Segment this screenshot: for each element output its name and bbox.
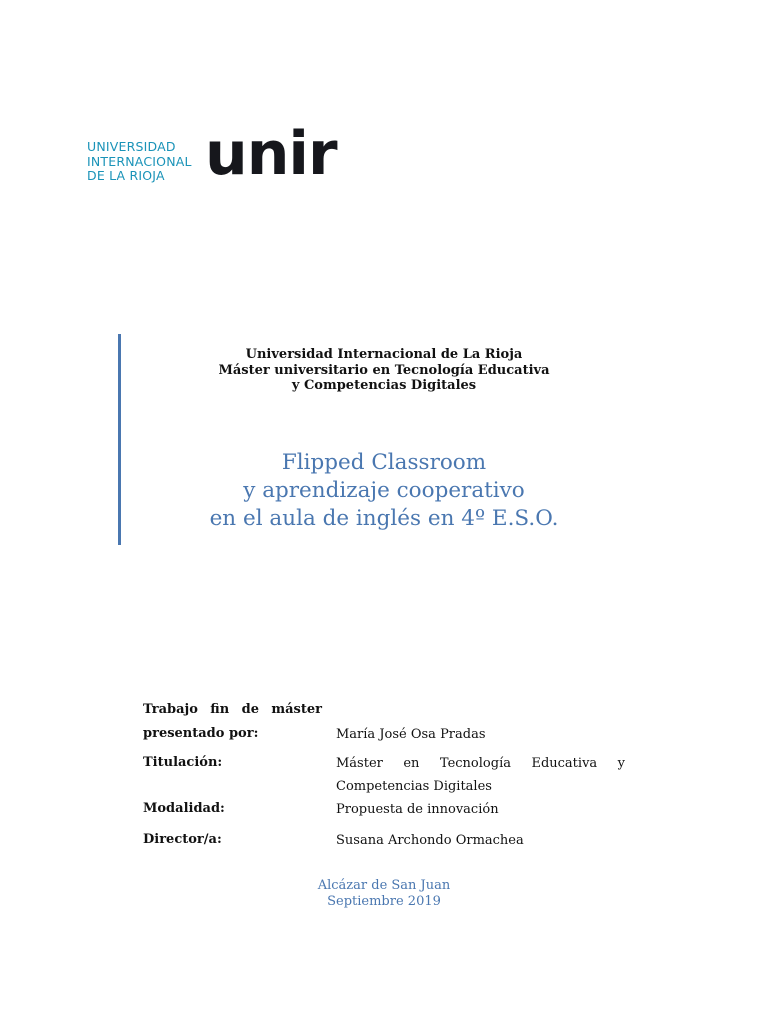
unir-logo bbox=[87, 119, 367, 192]
document-title bbox=[0, 449, 768, 533]
footer-date: Septiembre 2019 bbox=[327, 894, 441, 909]
place-and-date bbox=[0, 878, 768, 910]
university-line-2: Máster universitario en Tecnología Educativa bbox=[218, 362, 550, 378]
logo-university-name bbox=[87, 140, 192, 184]
logo-line-3: DE LA RIOJA bbox=[87, 168, 165, 183]
titulacion-label: Titulación: bbox=[143, 755, 223, 770]
work-label-line-1: Trabajo fin de máster bbox=[143, 702, 322, 717]
logo-line-2: INTERNACIONAL bbox=[87, 153, 192, 169]
director-label: Director/a: bbox=[143, 832, 222, 847]
work-label-line-2: presentado por: bbox=[143, 726, 259, 741]
modalidad-label: Modalidad: bbox=[143, 801, 225, 816]
titulacion-value-line-1: Máster en Tecnología Educativa y bbox=[336, 756, 625, 771]
title-line-2: y aprendizaje cooperativo bbox=[243, 478, 525, 503]
university-line-3: y Competencias Digitales bbox=[291, 378, 477, 393]
logo-wordmark: unir bbox=[205, 119, 337, 189]
university-heading bbox=[0, 347, 768, 394]
title-line-1: Flipped Classroom bbox=[281, 450, 487, 475]
modalidad-value: Propuesta de innovación bbox=[336, 802, 499, 817]
footer-place: Alcázar de San Juan bbox=[317, 878, 451, 893]
logo-line-1: UNIVERSIDAD bbox=[87, 139, 176, 154]
titulacion-value-line-2: Competencias Digitales bbox=[336, 779, 492, 794]
title-line-3: en el aula de inglés en 4º E.S.O. bbox=[209, 506, 559, 531]
author-value: María José Osa Pradas bbox=[336, 727, 486, 742]
director-value: Susana Archondo Ormachea bbox=[336, 833, 524, 848]
university-line-1: Universidad Internacional de La Rioja bbox=[245, 347, 523, 362]
